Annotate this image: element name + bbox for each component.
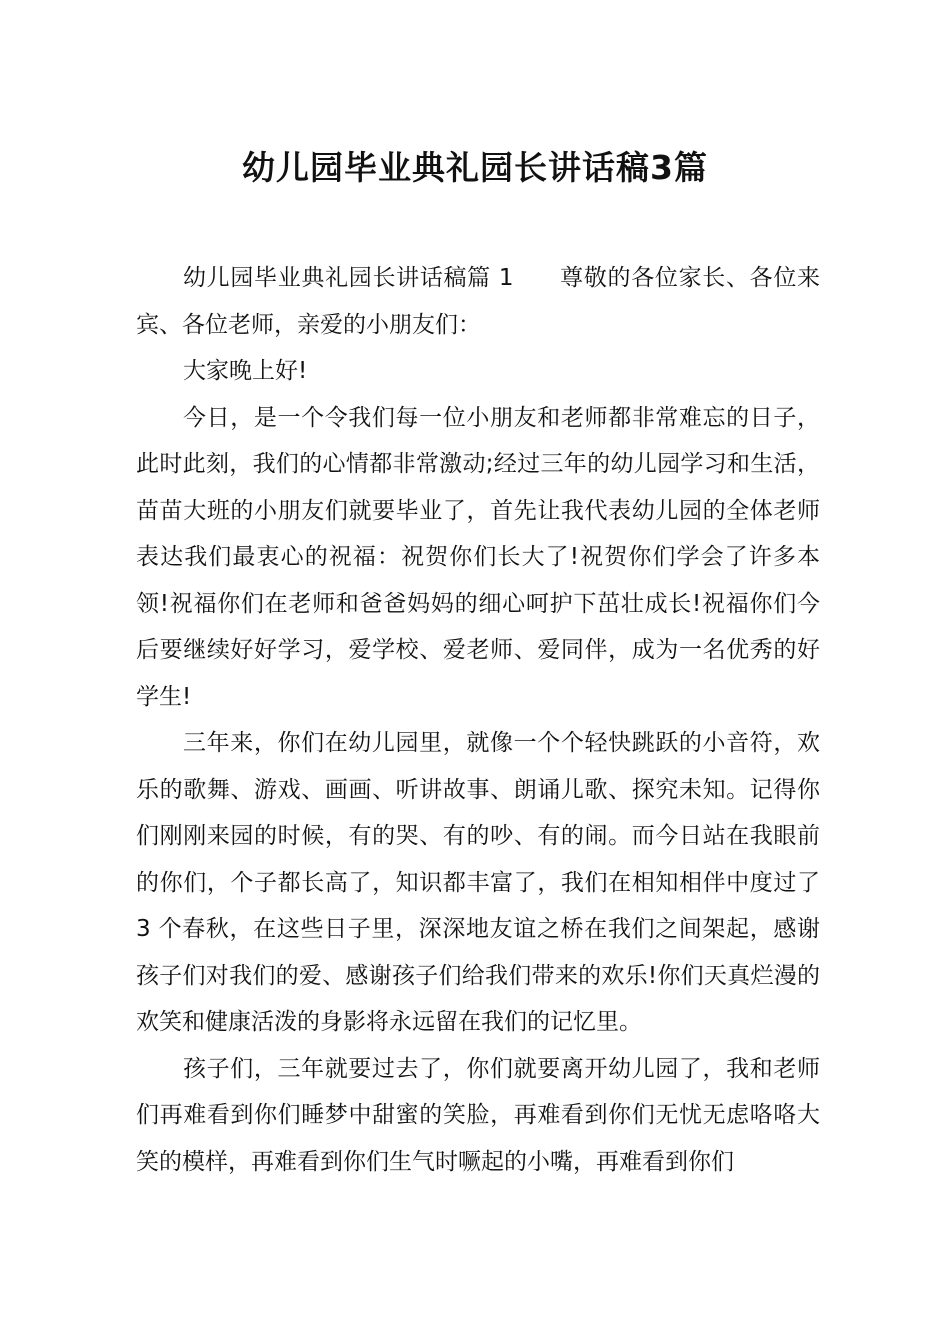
paragraph-today: 今日，是一个令我们每一位小朋友和老师都非常难忘的日子，此时此刻，我们的心情都非常激动;经过三年的幼儿园学习和生活，苗苗大班的小朋友们就要毕业了，首先让我代表幼儿园的全体老师表达我们最衷心的祝福：祝贺你们长大了!祝贺你们学会了许多本领!祝福你们在老师和爸爸妈妈的细心呵护下茁壮成长!祝福你们今后要继续好好学习，爱学校、爱老师、爱同伴，成为一名优秀的好学生! xyxy=(136,404,820,710)
salutation-text: 尊敬的各位家长、各位来宾、各位老师，亲爱的小朋友们： xyxy=(136,265,821,338)
section-heading: 幼儿园毕业典礼园长讲话稿篇 1 xyxy=(183,265,514,291)
document-body xyxy=(136,255,820,1185)
paragraph-farewell: 孩子们，三年就要过去了，你们就要离开幼儿园了，我和老师们再难看到你们睡梦中甜蜜的笑脸，再难看到你们无忧无虑咯咯大笑的模样，再难看到你们生气时噘起的小嘴，再难看到你们 xyxy=(136,1055,820,1175)
document-title: 幼儿园毕业典礼园长讲话稿3篇 xyxy=(242,148,708,187)
paragraph-greeting xyxy=(136,255,820,348)
paragraph-three-years: 三年来，你们在幼儿园里，就像一个个轻快跳跃的小音符，欢乐的歌舞、游戏、画画、听讲故事、朗诵儿歌、探究未知。记得你们刚刚来园的时候，有的哭、有的吵、有的闹。而今日站在我眼前的你们，个子都长高了，知识都丰富了，我们在相知相伴中度过了 3 个春秋，在这些日子里，深深地友谊之桥在我们之间架起，感谢孩子们对我们的爱、感谢孩子们给我们带来的欢乐!你们天真烂漫的欢笑和健康活泼的身影将永远留在我们的记忆里。 xyxy=(136,730,820,1035)
paragraph-hello: 大家晚上好! xyxy=(183,358,308,384)
